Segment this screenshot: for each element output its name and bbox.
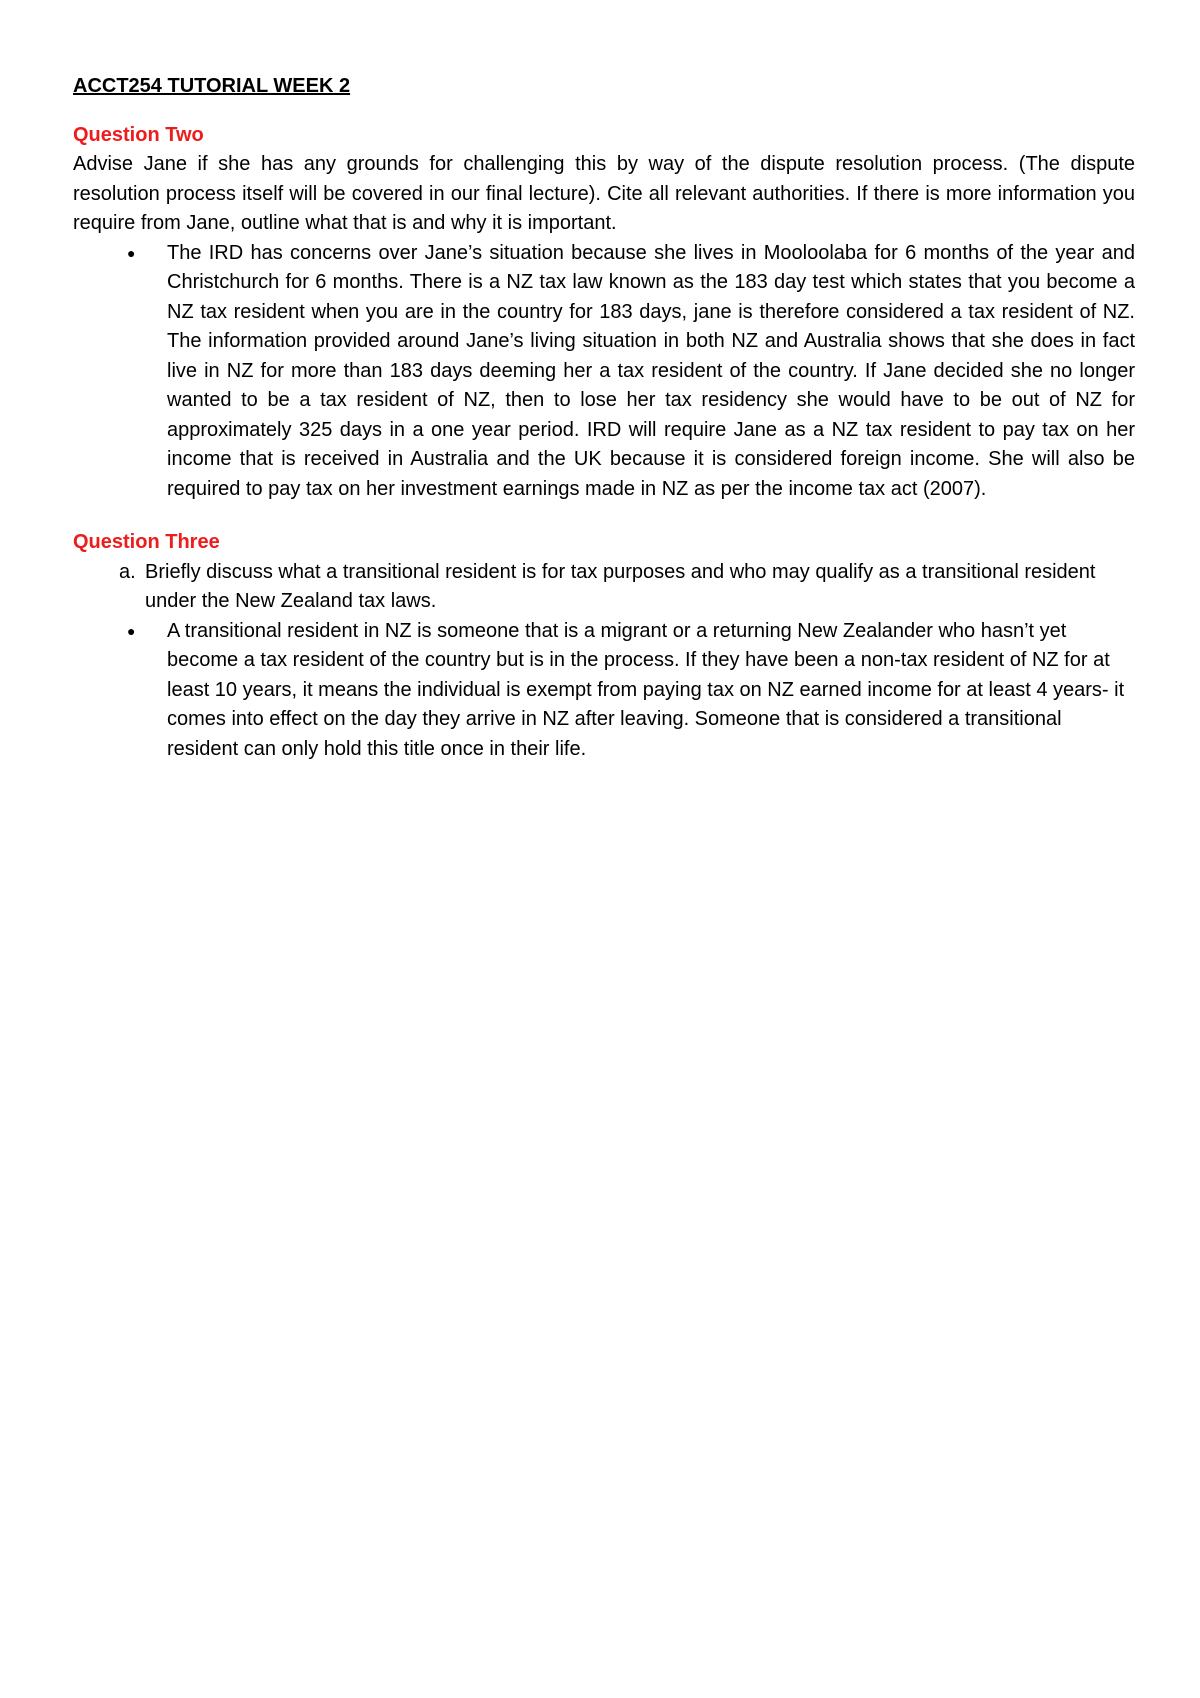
question-three-heading: Question Three <box>73 531 220 553</box>
question-three-part-a <box>73 558 1135 617</box>
question-two-answer-item <box>73 239 1135 505</box>
question-three-answer-list <box>73 617 1135 765</box>
question-three-answer-text: A transitional resident in NZ is someone that is a migrant or a returning New Zealander who hasn’t yet become a tax resident of the country but is in the process. If they have been a non-tax resident of NZ for at least 10 years, it means the individual is exempt from paying tax on NZ earned income for at least 4 years- it comes into effect on the day they arrive in NZ after leaving. Someone that is considered a transitional resident can only hold this title once in their life. <box>167 619 1125 760</box>
question-two-heading: Question Two <box>73 123 204 146</box>
question-three-answer-item <box>73 617 1135 765</box>
question-two-prompt: Advise Jane if she has any grounds for challenging this by way of the dispute resolution process. (The dispute resolution process itself will be covered in our final lecture). Cite all relevant authorities. If there is more information you require from Jane, outline what that is and why it is important. <box>73 153 1135 234</box>
question-three-part-a-prompt: Briefly discuss what a transitional resident is for tax purposes and who may qualify as a transitional resident under the New Zealand tax laws. <box>145 560 1096 612</box>
document-title: ACCT254 TUTORIAL WEEK 2 <box>73 75 351 97</box>
question-two-answer-text: The IRD has concerns over Jane’s situation because she lives in Mooloolaba for 6 months of the year and Christchurch for 6 months. There is a NZ tax law known as the 183 day test which states that you become a NZ tax resident when you are in the country for 183 days, jane is therefore considered a tax resident of NZ. The information provided around Jane’s living situation in both NZ and Australia shows that she does in fact live in NZ for more than 183 days deeming her a tax resident of the country. If Jane decided she no longer wanted to be a tax resident of NZ, then to lose her tax residency she would have to be out of NZ for approximately 325 days in a one year period. IRD will require Jane as a NZ tax resident to pay tax on her income that is received in Australia and the UK because it is considered foreign income. She will also be required to pay tax on her investment earnings made in NZ as per the income tax act (2007). <box>167 241 1135 500</box>
bullet-icon: ● <box>127 622 136 639</box>
bullet-icon: ● <box>127 244 136 261</box>
document-page <box>73 72 1135 764</box>
part-letter: a. <box>119 560 136 583</box>
question-two-answer-list <box>73 239 1135 505</box>
